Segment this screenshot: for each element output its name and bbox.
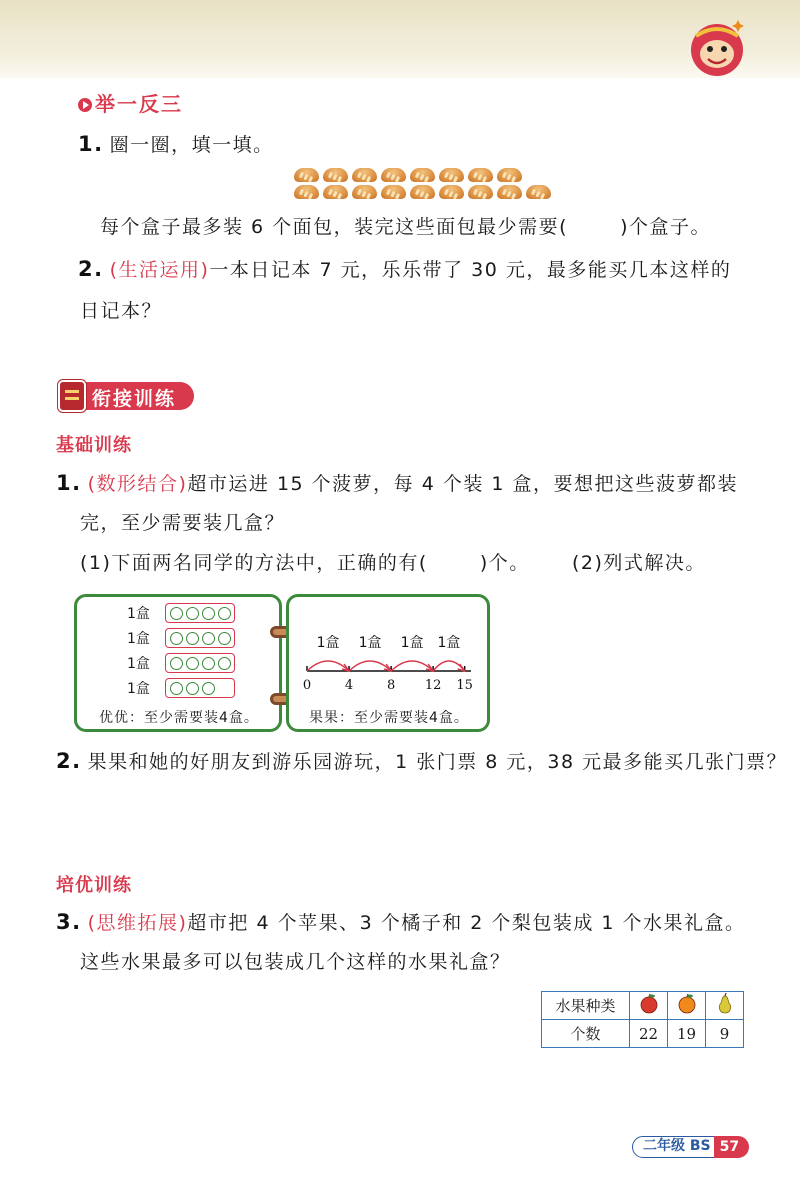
tick-label: 12: [424, 678, 442, 693]
bread-icon: [497, 168, 522, 182]
tick-label: 15: [456, 678, 473, 693]
jump-label: 1盒: [358, 635, 382, 651]
bread-icon: [352, 168, 377, 182]
tick-label: 4: [344, 678, 354, 693]
box-label: 1盒: [127, 681, 150, 697]
practice-heading: 举一反三: [78, 88, 183, 117]
tick-label: 8: [386, 678, 396, 693]
box-label: 1盒: [127, 656, 150, 672]
bread-row: [294, 168, 522, 182]
pineapple-circle-icon: [170, 657, 183, 670]
box-label: 1盒: [127, 606, 150, 622]
question-tag: (数形结合): [87, 473, 188, 495]
pineapple-circle-icon: [218, 607, 231, 620]
fruit-header-cell: [706, 992, 744, 1020]
fruit-type-header: 水果种类: [542, 992, 630, 1020]
box-outline: [165, 628, 235, 648]
bread-icon: [468, 168, 493, 182]
fruit-table: [541, 991, 744, 1048]
bread-icon: [410, 168, 435, 182]
fruit-count-cell: 19: [668, 1020, 706, 1048]
pineapple-circle-icon: [186, 682, 199, 695]
bread-icon: [381, 185, 406, 199]
bread-icon: [323, 168, 348, 182]
box-row: [127, 678, 235, 698]
advanced-q3: 3. (思维拓展)超市把 4 个苹果、3 个橘子和 2 个梨包装成 1 个水果礼盒。: [56, 910, 746, 934]
box-outline: [165, 678, 235, 698]
practice-q2-line2: 日记本？: [80, 300, 163, 322]
bread-row: [294, 185, 551, 199]
box-row: [127, 603, 235, 623]
jump-label: 1盒: [316, 635, 340, 651]
tick-label: 0: [302, 678, 312, 693]
basic-q2: 2. 果果和她的好朋友到游乐园游玩，1 张门票 8 元，38 元最多能买几张门票？: [56, 749, 788, 773]
bread-icon: [439, 168, 464, 182]
pineapple-circle-icon: [218, 657, 231, 670]
box-outline: [165, 653, 235, 673]
bread-icon: [468, 185, 493, 199]
jump-label: 1盒: [400, 635, 424, 651]
basic-q1-sub2: (2)列式解决。: [572, 552, 706, 574]
method-card-guoguo: [286, 594, 490, 732]
bread-icon: [410, 185, 435, 199]
number-line: [289, 597, 487, 701]
advanced-heading: 培优训练: [56, 875, 132, 896]
pear-icon: [714, 993, 736, 1015]
basic-q1: 1. (数形结合)超市运进 15 个菠萝，每 4 个装 1 盒，要想把这些菠萝都装: [56, 471, 739, 495]
bread-icon: [526, 185, 551, 199]
fruit-header-cell: [668, 992, 706, 1020]
pineapple-circle-icon: [202, 632, 215, 645]
box-row: [127, 628, 235, 648]
bread-icon: [352, 185, 377, 199]
basic-heading: 基础训练: [56, 435, 132, 456]
pineapple-circle-icon: [170, 632, 183, 645]
pineapple-circle-icon: [170, 682, 183, 695]
pineapple-circle-icon: [202, 682, 215, 695]
play-icon: [78, 98, 92, 112]
monkey-mascot-icon: [686, 18, 748, 78]
basic-q1-sub1: (1)下面两名同学的方法中，正确的有( )个。: [80, 552, 530, 574]
table-row: [542, 1020, 744, 1048]
pineapple-circle-icon: [186, 657, 199, 670]
youyou-caption: 优优：至少需要装4盒。: [99, 710, 259, 726]
grade-label: 二年级 BS: [632, 1136, 718, 1158]
page-footer: [632, 1136, 749, 1158]
pineapple-circle-icon: [186, 607, 199, 620]
orange-icon: [676, 993, 698, 1015]
bridge-banner: [58, 380, 194, 412]
pineapple-circle-icon: [202, 657, 215, 670]
question-tag: (生活运用): [109, 259, 210, 281]
fruit-count-cell: 22: [630, 1020, 668, 1048]
top-band: [0, 0, 800, 78]
pineapple-circle-icon: [170, 607, 183, 620]
bread-icon: [294, 185, 319, 199]
book-icon: [58, 380, 86, 412]
banner-text: 衔接训练: [92, 388, 177, 410]
guoguo-caption: 果果：至少需要装4盒。: [309, 710, 469, 726]
bread-icon: [323, 185, 348, 199]
practice-q2: 2. (生活运用)一本日记本 7 元，乐乐带了 30 元，最多能买几本这样的: [78, 257, 732, 281]
box-row: [127, 653, 235, 673]
box-label: 1盒: [127, 631, 150, 647]
jump-label: 1盒: [437, 635, 461, 651]
practice-q1-question: 每个盒子最多装 6 个面包，装完这些面包最少需要( )个盒子。: [100, 216, 712, 238]
fruit-header-cell: [630, 992, 668, 1020]
fruit-count-cell: 9: [706, 1020, 744, 1048]
pineapple-circle-icon: [218, 632, 231, 645]
table-row: [542, 992, 744, 1020]
question-tag: (思维拓展): [87, 912, 188, 934]
advanced-q3-line2: 这些水果最多可以包装成几个这样的水果礼盒？: [80, 951, 511, 973]
box-outline: [165, 603, 235, 623]
basic-q1-line2: 完，至少需要装几盒？: [80, 512, 286, 534]
bread-icon: [497, 185, 522, 199]
bread-icon: [294, 168, 319, 182]
bread-icon: [439, 185, 464, 199]
page-number: 57: [714, 1136, 749, 1158]
pineapple-circle-icon: [186, 632, 199, 645]
method-card-youyou: [74, 594, 282, 732]
count-label: 个数: [542, 1020, 630, 1048]
practice-q1: 1. 圈一圈，填一填。: [78, 132, 274, 156]
apple-icon: [638, 993, 660, 1015]
pineapple-circle-icon: [202, 607, 215, 620]
bread-icon: [381, 168, 406, 182]
